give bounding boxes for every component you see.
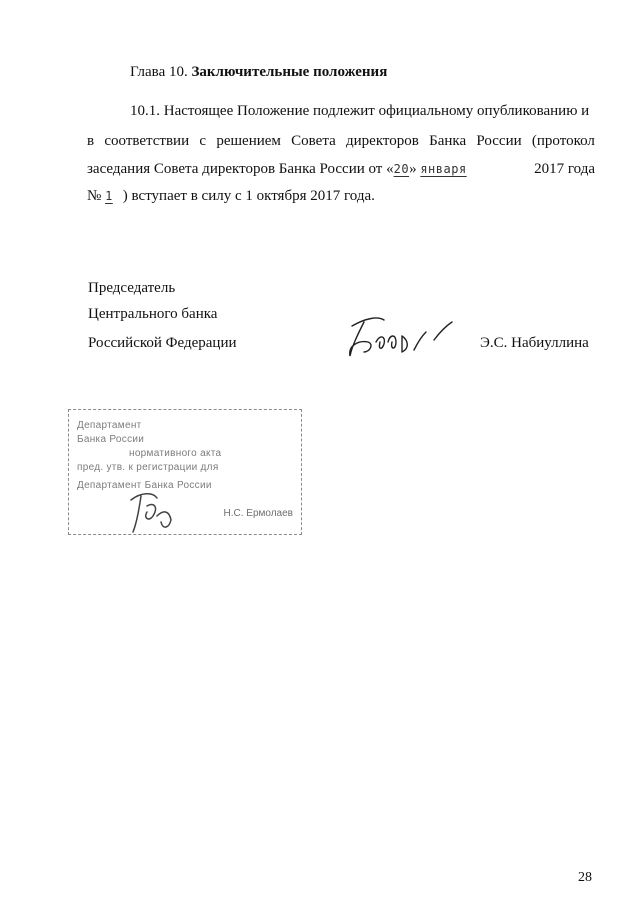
effective-clause: ) вступает в силу с 1 октября 2017 года.: [122, 188, 375, 204]
chapter-label: Глава 10.: [130, 64, 188, 80]
word: с: [199, 133, 207, 149]
paragraph-line-3: [87, 159, 595, 179]
word: в: [87, 133, 95, 149]
stamp-officer-name: Н.С. Ермолаев: [223, 508, 293, 519]
signatory-title-3: Российской Федерации: [88, 335, 237, 351]
date-prefix: заседания Совета директоров Банка России от «: [87, 161, 394, 177]
word: соответствии: [104, 133, 190, 149]
word: Банка: [429, 133, 467, 149]
date-clause: [87, 159, 495, 179]
stamp-signature: [123, 486, 183, 536]
paragraph-line-4: [87, 186, 595, 206]
word: Совета: [291, 133, 336, 149]
word: директоров: [346, 133, 419, 149]
signatory-title-1: Председатель: [88, 280, 176, 296]
paragraph-text: 10.1. Настоящее Положение подлежит официальному опубликованию и: [130, 103, 590, 119]
paragraph-line-1: [87, 101, 595, 121]
chapter-heading: [130, 62, 387, 82]
word: решением: [216, 133, 281, 149]
word: (протокол: [531, 133, 595, 149]
stamp-line: пред. утв. к регистрации для: [77, 462, 219, 473]
stamp-line: нормативного акта: [129, 448, 222, 459]
date-year: 2017 года: [534, 161, 595, 177]
stamp-line: Департамент Банка России: [77, 480, 212, 491]
number-sign: №: [87, 188, 102, 204]
protocol-number: 1: [105, 189, 113, 203]
page-number: 28: [578, 870, 592, 885]
stamp-line: Банка России: [77, 434, 145, 445]
signatory-name: Э.С. Набиуллина: [480, 335, 589, 351]
signatory-title-2: Центрального банка: [88, 306, 218, 322]
date-quote-close: »: [409, 161, 417, 177]
chapter-title: Заключительные положения: [191, 64, 388, 80]
handwritten-signature: [338, 312, 458, 362]
paragraph-line-2: [87, 131, 595, 151]
stamp-line: Департамент: [77, 420, 142, 431]
date-day: 20: [393, 162, 410, 176]
registration-stamp: [68, 409, 302, 535]
date-month: января: [420, 162, 467, 176]
word: России: [476, 133, 522, 149]
